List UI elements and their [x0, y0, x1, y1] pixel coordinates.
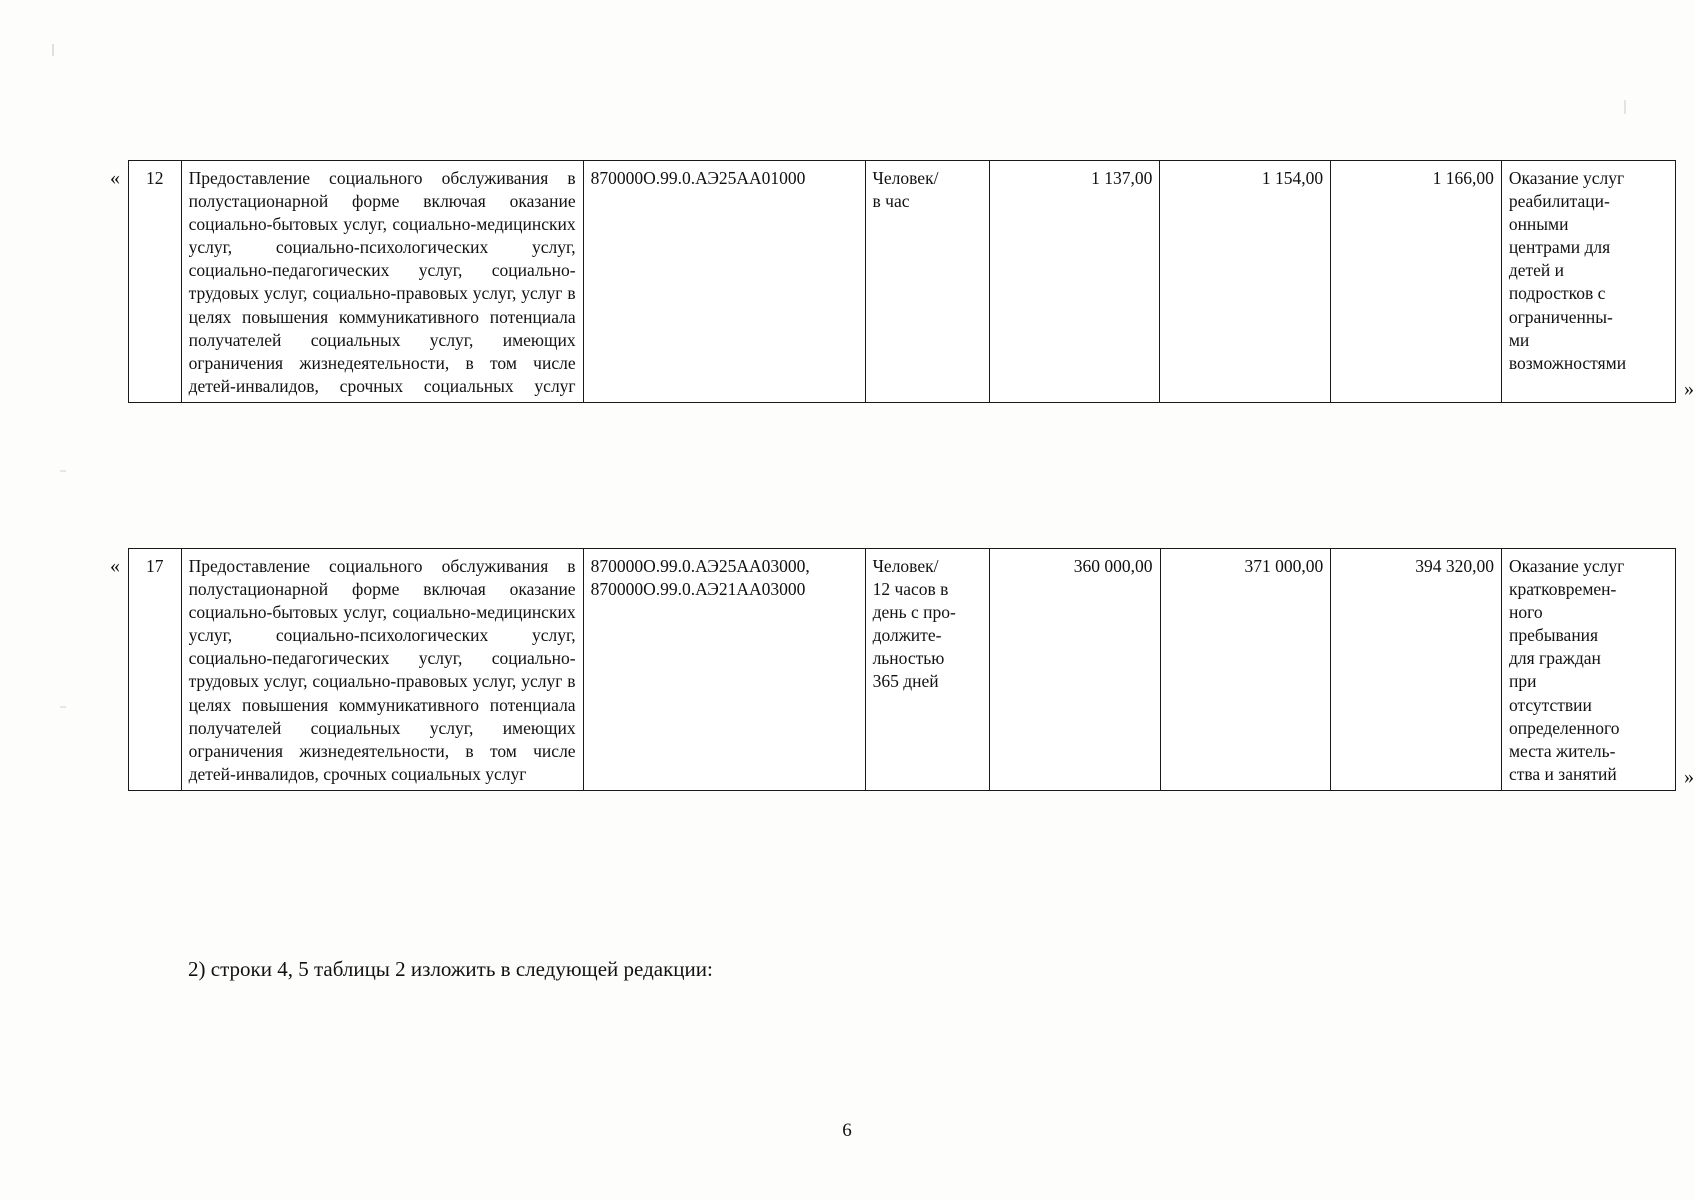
note-line: определенного	[1508, 717, 1620, 738]
cell-value-3: 394 320,00	[1331, 549, 1502, 791]
cell-note	[1501, 161, 1675, 403]
cell-value-2: 371 000,00	[1160, 549, 1331, 791]
note-line: подростков с	[1508, 283, 1606, 304]
note-line: ного	[1508, 602, 1543, 623]
note-line: центрами для	[1508, 237, 1611, 258]
note-line: Оказание услуг	[1508, 556, 1625, 576]
note-line: отсутствии	[1508, 694, 1592, 715]
unit-line: льностью	[872, 648, 945, 669]
quote-close-mark: »	[1684, 377, 1694, 400]
table-row	[129, 549, 1676, 791]
service-code-line: 870000О.99.0.АЭ21АА03000	[590, 579, 806, 600]
note-line: ограниченны-	[1508, 306, 1613, 327]
note-line: пребывания	[1508, 625, 1599, 646]
page-number: 6	[842, 1120, 852, 1141]
cell-row-number: 12	[129, 161, 182, 403]
cell-value-1: 1 137,00	[989, 161, 1160, 403]
note-line: возможностями	[1508, 352, 1627, 373]
table-block-12	[110, 160, 1694, 403]
body-paragraph: 2) строки 4, 5 таблицы 2 изложить в следующей редакции:	[188, 957, 713, 981]
note-line: места житель-	[1508, 740, 1616, 761]
note-line: ства и занятий	[1508, 763, 1617, 784]
service-name-text: Предоставление социального обслуживания в полустационарной форме включая оказание социально-бытовых услуг, социально-медицинских услуг, социально-психологических услуг, социально-педагогических услуг, социально-трудовых услуг, социально-правовых услуг, услуг в целях повышения коммуникативного потенциала получателей социальных услуг, имеющих ограничения жизнедеятельности, в том числе детей-инвалидов, срочных социальных услуг	[188, 556, 576, 784]
cell-service-name	[181, 161, 583, 403]
cell-note	[1501, 549, 1675, 791]
cell-value-2: 1 154,00	[1160, 161, 1331, 403]
unit-line: в час	[872, 191, 910, 212]
note-line: онными	[1508, 214, 1569, 235]
unit-line: 365 дней	[872, 671, 939, 692]
note-line: Оказание услуг	[1508, 168, 1625, 188]
note-line: реабилитаци-	[1508, 191, 1610, 212]
unit-line: день с про-	[872, 602, 956, 623]
note-line: кратковремен-	[1508, 579, 1617, 600]
quote-open-mark: «	[110, 167, 120, 189]
service-code-line: 870000О.99.0.АЭ25АА03000,	[590, 556, 810, 576]
scan-speck	[1624, 100, 1626, 114]
cell-value-3: 1 166,00	[1331, 161, 1502, 403]
quote-open-mark: «	[110, 555, 120, 577]
scan-speck	[52, 44, 54, 56]
unit-line: должите-	[872, 625, 942, 646]
scan-speck	[60, 706, 66, 708]
unit-line: 12 часов в	[872, 579, 949, 600]
cell-unit	[865, 549, 989, 791]
cell-value-1: 360 000,00	[989, 549, 1160, 791]
cell-service-name	[181, 549, 583, 791]
service-name-text: Предоставление социального обслуживания в полустационарной форме включая оказание социально-бытовых услуг, социально-медицинских услуг, социально-психологических услуг, социально-педагогических услуг, социально-трудовых услуг, социально-правовых услуг, услуг в целях повышения коммуникативного потенциала получателей социальных услуг, имеющих ограничения жизнедеятельности, в том числе детей-инвалидов, срочных социальных услуг	[188, 168, 576, 396]
note-line: для граждан	[1508, 648, 1601, 669]
quote-close-mark: »	[1684, 765, 1694, 788]
scan-speck	[60, 470, 66, 472]
cell-row-number: 17	[129, 549, 182, 791]
table-block-17	[110, 548, 1694, 791]
table-12	[128, 160, 1676, 403]
unit-line: Человек/	[872, 168, 939, 188]
cell-service-code	[583, 549, 865, 791]
note-line: ми	[1508, 329, 1530, 350]
cell-unit	[865, 161, 989, 403]
table-17	[128, 548, 1676, 791]
unit-line: Человек/	[872, 556, 939, 576]
note-line: при	[1508, 671, 1537, 692]
cell-service-code	[583, 161, 865, 403]
note-line: детей и	[1508, 260, 1565, 281]
service-code-line: 870000О.99.0.АЭ25АА01000	[590, 168, 806, 188]
table-row	[129, 161, 1676, 403]
